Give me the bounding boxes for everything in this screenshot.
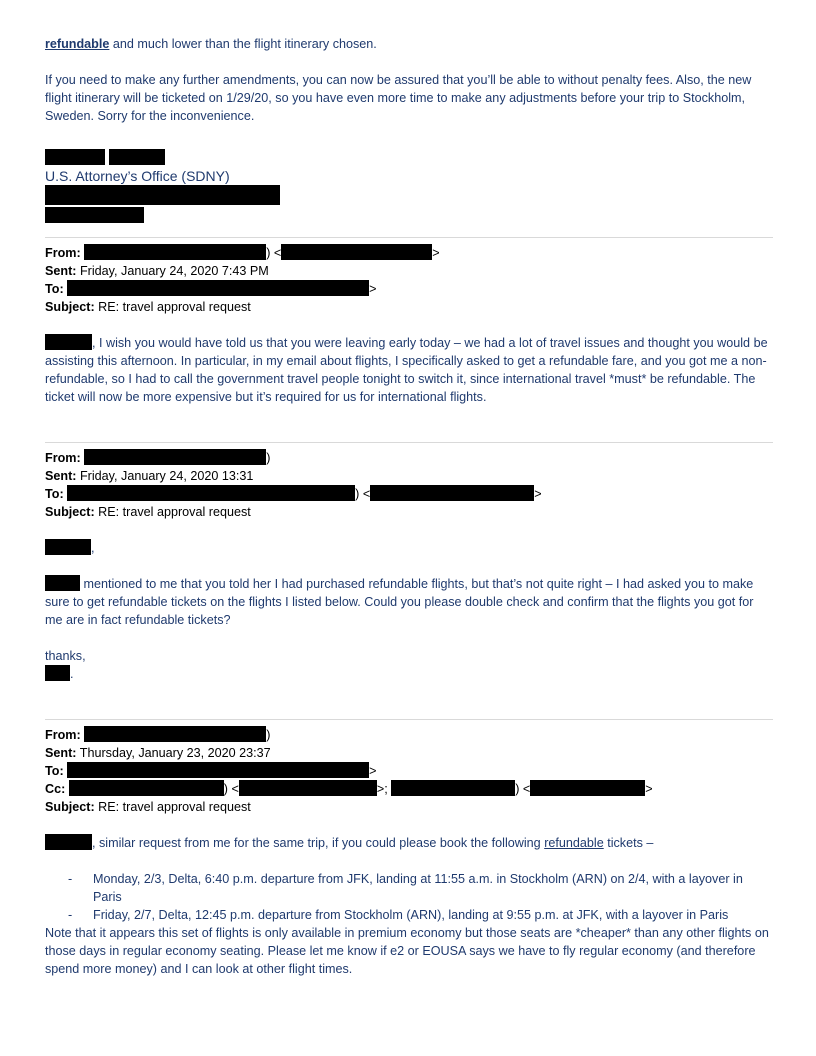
redaction (45, 207, 144, 223)
redaction (84, 726, 266, 742)
divider (45, 237, 773, 238)
refundable-link[interactable]: refundable (45, 37, 110, 51)
redaction (45, 575, 80, 591)
email-intro-3: , similar request from me for the same trip, if you could please book the following refundable tickets – (45, 834, 773, 852)
redaction (45, 834, 92, 850)
list-item: - Monday, 2/3, Delta, 6:40 p.m. departure from JFK, landing at 11:55 a.m. in Stockholm (ARN) on 2/4, with a layover in Paris (68, 872, 743, 904)
email-header-1: From: ) < > Sent: Friday, January 24, 2020 7:43 PM To: > Subject: RE: travel approval request (45, 246, 440, 314)
redaction (45, 539, 91, 555)
email-document (45, 35, 773, 978)
sent-date: Friday, January 24, 2020 7:43 PM (76, 264, 269, 278)
redaction (109, 149, 165, 165)
redaction (45, 665, 70, 681)
subject: RE: travel approval request (94, 505, 251, 519)
flight-list (45, 870, 773, 924)
signature-office: U.S. Attorney’s Office (SDNY) (45, 168, 230, 184)
redaction (84, 449, 266, 465)
redaction (67, 762, 369, 778)
email-body-2: mentioned to me that you told her I had purchased refundable flights, but that’s not quite right – I had asked you to make sure to get refundable tickets on the flights I listed below. Could you please double check and confirm that the flights you got for me are in fact refundable tickets? (45, 577, 754, 627)
email-header-2: From: ) Sent: Friday, January 24, 2020 13:31 To: ) < > Subject: RE: travel approval request (45, 451, 542, 519)
email-header-3: From: ) Sent: Thursday, January 23, 2020 23:37 To: > Cc: ) < >; ) < > Subject: RE: travel approval request (45, 728, 653, 814)
email-note-3: Note that it appears this set of flights is only available in premium economy but those seats are *cheaper* than any other flights on those days in regular economy seating. Please let me know if e2 or EOUSA says we have to fly regular economy (and therefore spend more money) and I can look at other flight times. (45, 926, 769, 976)
redaction (391, 780, 515, 796)
redaction (45, 334, 92, 350)
redaction (67, 485, 355, 501)
subject: RE: travel approval request (94, 300, 251, 314)
redaction (239, 780, 377, 796)
redaction (281, 244, 432, 260)
redaction (67, 280, 369, 296)
divider (45, 719, 773, 720)
email-closing-2: thanks, (45, 649, 86, 663)
sent-date: Friday, January 24, 2020 13:31 (76, 469, 254, 483)
redaction (69, 780, 224, 796)
signature-block (45, 149, 773, 225)
subject: RE: travel approval request (94, 800, 251, 814)
continuation-line: refundable and much lower than the flight itinerary chosen. (45, 37, 377, 51)
redaction (45, 185, 280, 205)
refundable-link[interactable]: refundable (544, 836, 604, 850)
email-greeting-2: , (45, 539, 773, 557)
email-body-1: , I wish you would have told us that you were leaving early today – we had a lot of travel issues and thought you would be assisting this afternoon. In particular, in my email about flights, I specifically asked to get a refundable fare, and you got me a non-refundable, so I had to call the government travel people tonight to switch it, since international travel *must* be refundable. The ticket will now be more expensive but it’s required for us for international flights. (45, 336, 768, 404)
redaction (84, 244, 266, 260)
redaction (370, 485, 534, 501)
divider (45, 442, 773, 443)
amendment-paragraph: If you need to make any further amendments, you can now be assured that you’ll be able to without penalty fees. Also, the new flight itinerary will be ticketed on 1/29/20, so you have even more time to make any adjustments before your trip to Stockholm, Sweden. Sorry for the inconvenience. (45, 73, 752, 123)
redaction (45, 149, 105, 165)
email-sign-2: . (45, 665, 773, 683)
list-item: - Friday, 2/7, Delta, 12:45 p.m. departure from Stockholm (ARN), landing at 9:55 p.m. at JFK, with a layover in Paris (68, 908, 729, 922)
redaction (530, 780, 645, 796)
sent-date: Thursday, January 23, 2020 23:37 (76, 746, 271, 760)
